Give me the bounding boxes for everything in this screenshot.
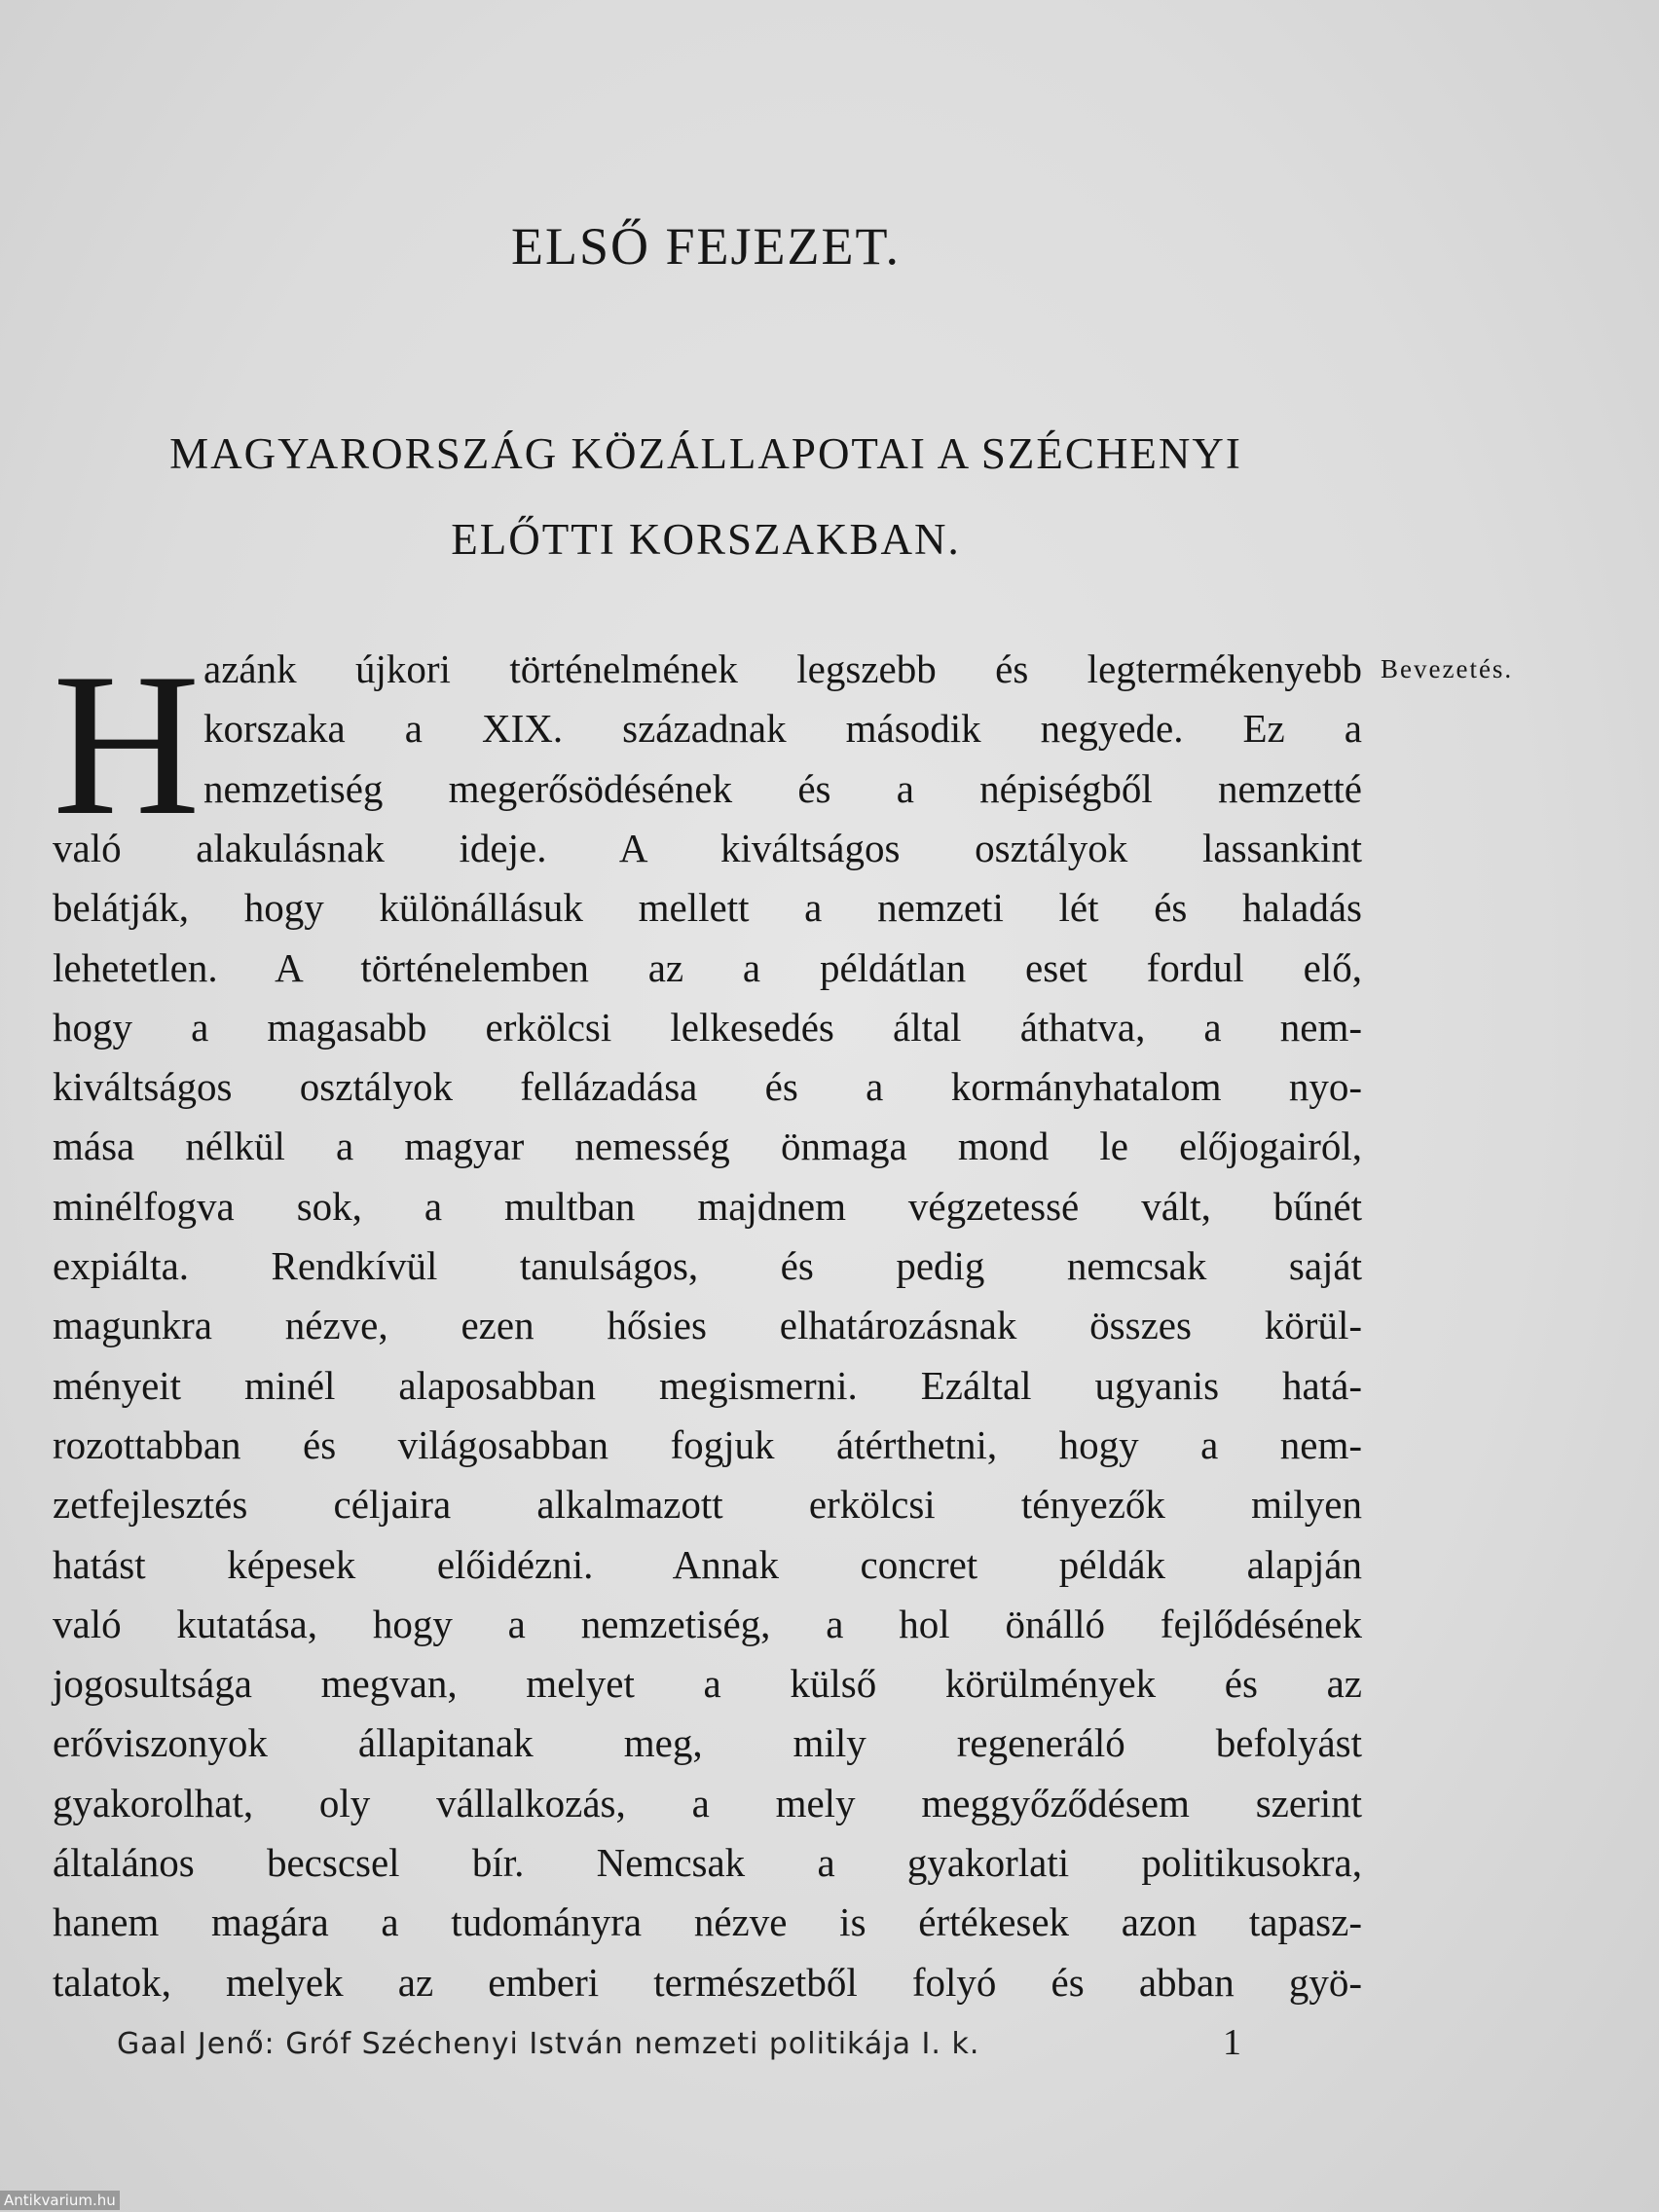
footer-citation: Gaal Jenő: Gróf Széchenyi István nemzeti politikája I. k. bbox=[117, 2027, 980, 2061]
text-line: hogy a magasabb erkölcsi lelkesedés által áthatva, a nem- bbox=[53, 1004, 1362, 1050]
text-line: ményeit minél alaposabban megismerni. Ezáltal ugyanis hatá- bbox=[53, 1362, 1362, 1408]
watermark: Antikvarium.hu bbox=[0, 2191, 120, 2210]
text-line: kiváltságos osztályok fellázadása és a kormányhatalom nyo- bbox=[53, 1064, 1362, 1110]
text-line: zetfejlesztés céljaira alkalmazott erkölcsi tényezők milyen bbox=[53, 1482, 1362, 1528]
text-line: hanem magára a tudományra nézve is értékesek azon tapasz- bbox=[53, 1899, 1362, 1945]
chapter-title-line-2: ELŐTTI KORSZAKBAN. bbox=[451, 515, 961, 564]
text-line: talatok, melyek az emberi természetből folyó és abban gyö- bbox=[53, 1959, 1362, 2005]
drop-cap: H bbox=[53, 632, 201, 858]
text-line: nemzetiség megerősödésének és a népiségből nemzetté bbox=[203, 765, 1362, 811]
chapter-heading: ELSŐ FEJEZET. bbox=[511, 217, 901, 276]
text-line: erőviszonyok állapitanak meg, mily regeneráló befolyást bbox=[53, 1720, 1362, 1766]
text-line: jogosultsága megvan, melyet a külső körülmények és az bbox=[53, 1661, 1362, 1707]
page-number: 1 bbox=[1223, 2022, 1241, 2063]
text-line: mása nélkül a magyar nemesség önmaga mond le előjogairól, bbox=[53, 1124, 1362, 1169]
text-line: azánk újkori történelmének legszebb és legtermékenyebb bbox=[203, 646, 1362, 691]
text-line: való alakulásnak ideje. A kiváltságos osztályok lassankint bbox=[53, 825, 1362, 870]
text-line: általános becscsel bír. Nemcsak a gyakorlati politikusokra, bbox=[53, 1840, 1362, 1885]
text-line: magunkra nézve, ezen hősies elhatározásnak összes körül- bbox=[53, 1303, 1362, 1348]
margin-note: Bevezetés. bbox=[1381, 654, 1514, 683]
text-line: lehetetlen. A történelemben az a példátlan eset fordul elő, bbox=[53, 944, 1362, 990]
text-line: hatást képesek előidézni. Annak concret példák alapján bbox=[53, 1541, 1362, 1587]
text-line: minélfogva sok, a multban majdnem végzetessé vált, bűnét bbox=[53, 1183, 1362, 1229]
text-line: expiálta. Rendkívül tanulságos, és pedig nemcsak saját bbox=[53, 1243, 1362, 1288]
text-line: gyakorolhat, oly vállalkozás, a mely meggyőződésem szerint bbox=[53, 1780, 1362, 1825]
text-line: belátják, hogy különállásuk mellett a nemzeti lét és haladás bbox=[53, 885, 1362, 931]
text-line: való kutatása, hogy a nemzetiség, a hol önálló fejlődésének bbox=[53, 1601, 1362, 1646]
text-line: rozottabban és világosabban fogjuk átérthetni, hogy a nem- bbox=[53, 1421, 1362, 1467]
text-line: korszaka a XIX. századnak második negyede. Ez a bbox=[203, 706, 1362, 752]
chapter-title-line-1: MAGYARORSZÁG KÖZÁLLAPOTAI A SZÉCHENYI bbox=[169, 429, 1242, 478]
